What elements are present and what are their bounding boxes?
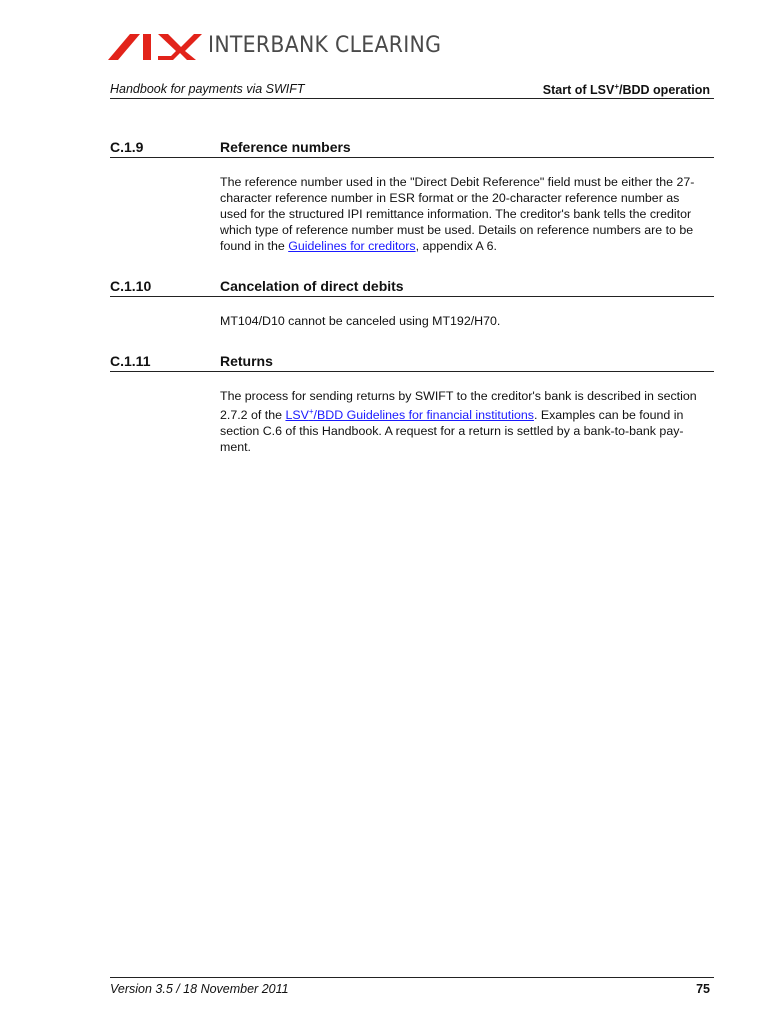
header-chapter-sup: + [614, 82, 620, 91]
link-suffix: /BDD Guidelines for financial institutions [313, 408, 534, 423]
lsv-bdd-guidelines-link[interactable] [285, 408, 533, 422]
section-text: The reference number used in the "Direct Debit Reference" field must be either the 27-character reference number in ESR format or the 20-character reference number as used for the structured IPI remittance information. The creditor's bank tells the creditor which type of reference number must be used. Details on reference numbers are to be found in the [220, 175, 695, 253]
section-rule [110, 157, 714, 158]
link-prefix: LSV [285, 408, 309, 423]
section-text: , appendix A 6. [415, 239, 497, 253]
page-number: 75 [696, 982, 710, 996]
header-rule [110, 98, 714, 99]
header-chapter-prefix: Start of LSV [542, 83, 615, 98]
section-number: C.1.11 [110, 353, 151, 369]
section-number: C.1.9 [110, 139, 144, 155]
footer-version: Version 3.5 / 18 November 2011 [110, 982, 289, 996]
section-text: The process for sending returns by SWIFT to the creditor's bank is described in section 2.7.2 of the [220, 389, 697, 423]
link-sup: + [308, 407, 314, 416]
header-document-title: Handbook for payments via SWIFT [110, 82, 305, 96]
section-title: Cancelation of direct debits [220, 278, 404, 294]
section-rule [110, 296, 714, 297]
section-body [220, 388, 708, 455]
six-logo-mark-icon [108, 30, 202, 62]
section-number: C.1.10 [110, 278, 152, 294]
header-chapter-title [543, 82, 710, 97]
header-chapter-suffix: /BDD operation [619, 83, 710, 98]
guidelines-for-creditors-link[interactable]: Guidelines for creditors [288, 239, 416, 253]
section-body [220, 174, 708, 254]
section-title: Returns [220, 353, 273, 369]
six-logo [108, 30, 459, 62]
section-rule [110, 371, 714, 372]
section-text: . Examples can be found in section C.6 of this Handbook. A request for a return is settled by a bank-to-bank payment. [220, 408, 684, 455]
section-text: MT104/D10 cannot be canceled using MT192/H70. [220, 314, 501, 328]
section-title: Reference numbers [220, 139, 351, 155]
logo-text: INTERBANK CLEARING [208, 33, 442, 58]
footer-rule [110, 977, 714, 978]
